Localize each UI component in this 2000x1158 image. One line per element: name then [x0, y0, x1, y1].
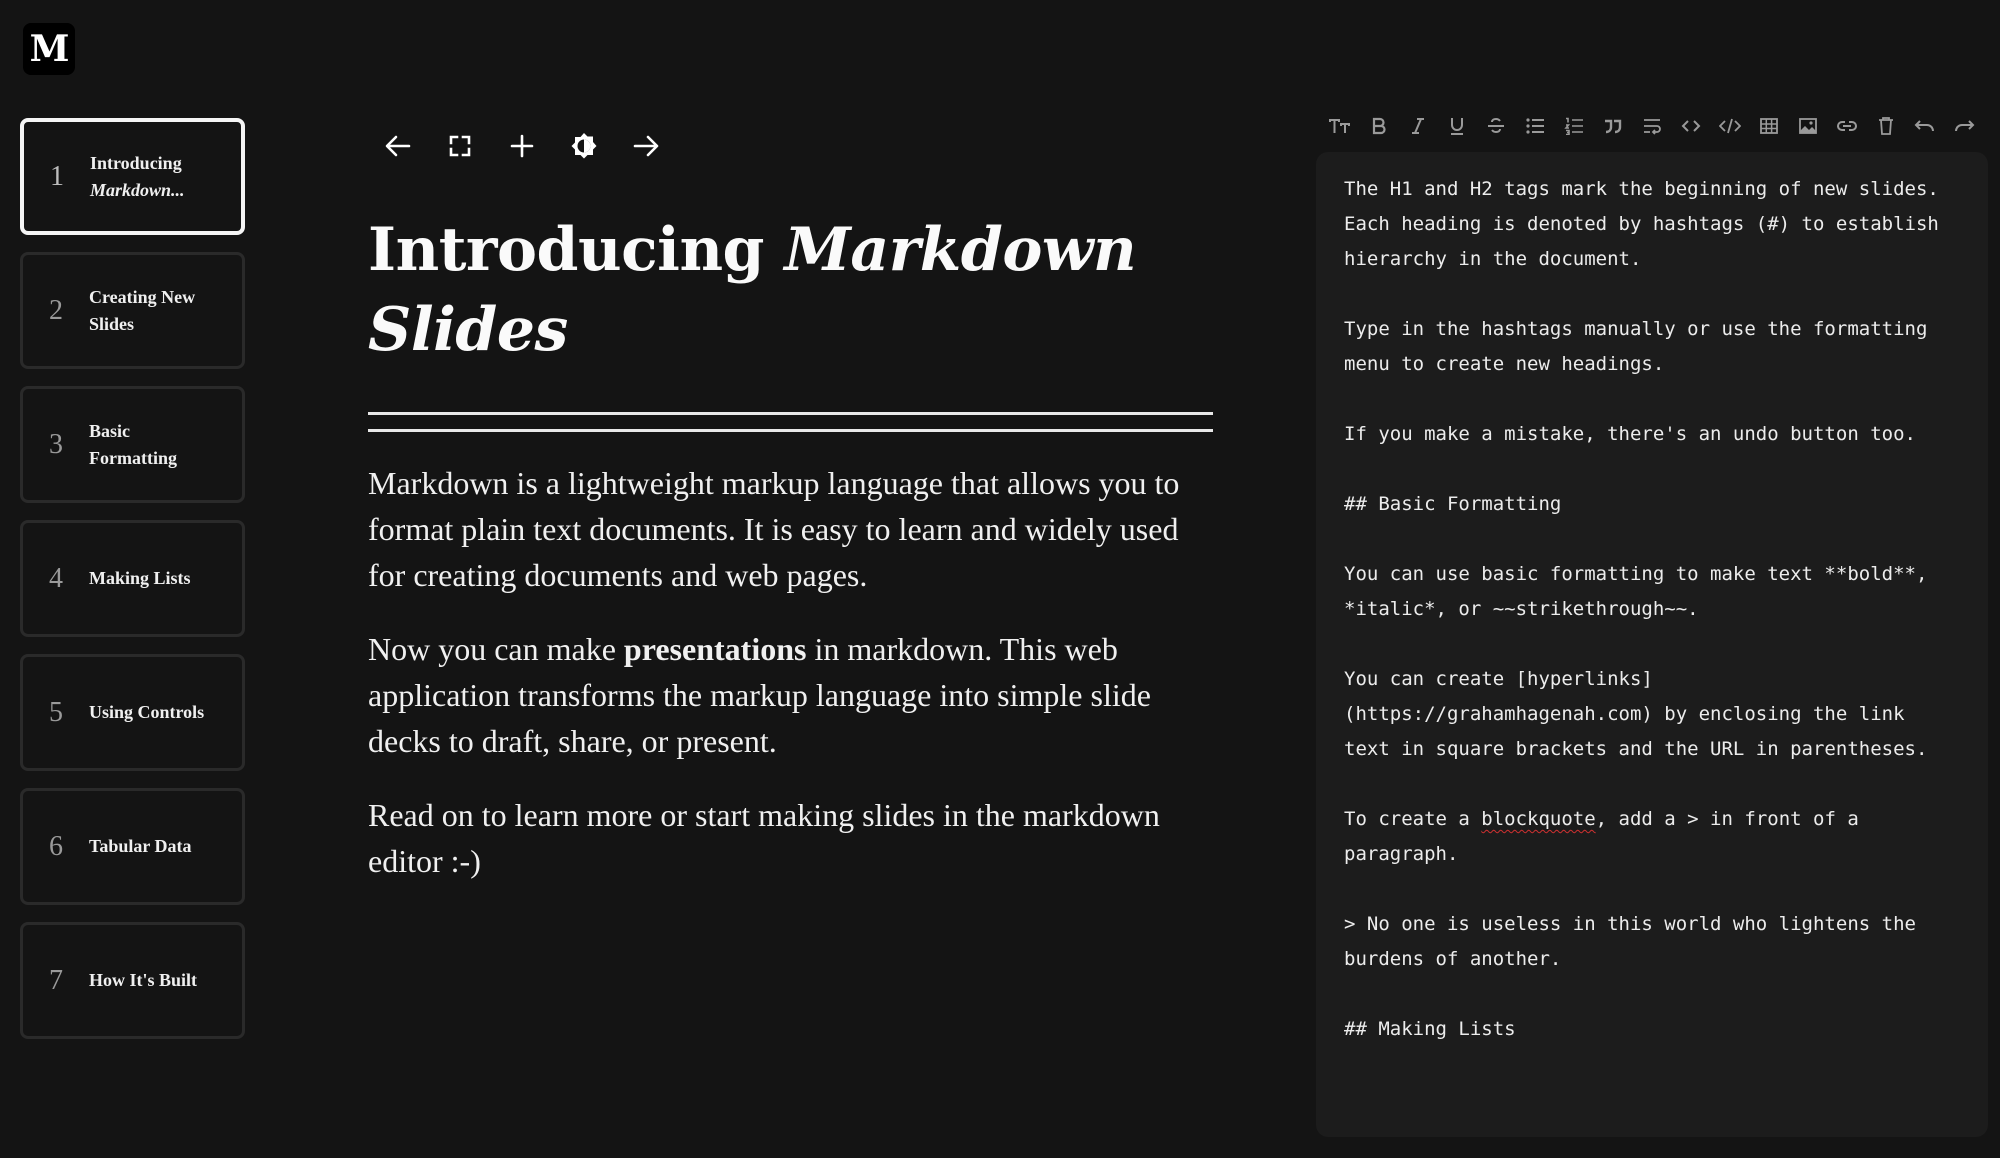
slide-thumb-6[interactable] — [20, 788, 245, 905]
table-icon — [1759, 117, 1779, 135]
slide-paragraph-3: Read on to learn more or start making slides in the markdown editor :-) — [368, 797, 1160, 879]
redo-icon — [1953, 118, 1975, 134]
italic-icon — [1410, 117, 1426, 135]
editor-content[interactable]: The H1 and H2 tags mark the beginning of new slides. Each heading is denoted by hashtags (#) to establish hierarchy in the document. Type in the hashtags manually or use the formatting menu to create new headings. If you make a mistake, there's an undo button too. ## Basic Formatting You can use basic formatting to make text **bold**, *italic*, or ~~strikethrough~~. You can create [hyperlinks](https://grahamhagenah.com) by enclosing the link text in square brackets and the URL in parentheses. To create a blockquote, add a > in front of a paragraph. > No one is useless in this world who lightens the burdens of another. ## Making Lists — [1344, 178, 1939, 1040]
code-button[interactable] — [1677, 112, 1705, 140]
slide-thumb-2[interactable] — [20, 252, 245, 369]
code-block-button[interactable] — [1716, 112, 1744, 140]
double-rule-divider — [368, 412, 1213, 432]
plus-icon — [510, 134, 534, 158]
link-icon — [1836, 118, 1858, 134]
slide-title: Tabular Data — [89, 836, 192, 856]
heading-icon — [1329, 117, 1351, 135]
fullscreen-button[interactable] — [442, 126, 478, 166]
redo-button[interactable] — [1950, 112, 1978, 140]
next-slide-button[interactable] — [628, 126, 664, 166]
numbered-list-button[interactable] — [1560, 112, 1588, 140]
spellcheck-word: blockquote — [1481, 808, 1596, 830]
bulleted-list-icon — [1525, 117, 1545, 135]
slide-paragraph-1: Markdown is a lightweight markup language that allows you to format plain text documents. It is easy to learn and widely used for creating documents and web pages. — [368, 465, 1180, 593]
wrap-button[interactable] — [1638, 112, 1666, 140]
slide-thumb-3[interactable] — [20, 386, 245, 503]
markdown-editor[interactable] — [1316, 152, 1988, 1137]
code-block-icon — [1719, 117, 1741, 135]
arrow-left-icon — [385, 134, 411, 158]
quote-icon — [1604, 118, 1622, 134]
strikethrough-button[interactable] — [1482, 112, 1510, 140]
previous-slide-button[interactable] — [380, 126, 416, 166]
underline-icon — [1448, 116, 1466, 136]
italic-button[interactable] — [1404, 112, 1432, 140]
slide-thumb-4[interactable] — [20, 520, 245, 637]
code-icon — [1681, 118, 1701, 134]
underline-button[interactable] — [1443, 112, 1471, 140]
bold-button[interactable] — [1365, 112, 1393, 140]
contrast-icon — [569, 131, 599, 161]
undo-button[interactable] — [1911, 112, 1939, 140]
slide-list — [20, 118, 245, 1056]
slide-number: 1 — [50, 160, 64, 192]
slide-preview — [368, 210, 1213, 884]
image-button[interactable] — [1794, 112, 1822, 140]
slide-title: Using Controls — [89, 702, 205, 722]
fullscreen-icon — [449, 135, 471, 157]
add-slide-button[interactable] — [504, 126, 540, 166]
slide-title: How It's Built — [89, 970, 198, 990]
editor-toolbar — [1326, 112, 1978, 140]
slide-thumb-5[interactable] — [20, 654, 245, 771]
delete-icon — [1877, 116, 1895, 136]
numbered-list-icon — [1564, 117, 1584, 135]
slide-title: Making Lists — [89, 568, 191, 588]
image-icon — [1798, 117, 1818, 135]
slide-heading: Introducing Markdown Slides — [368, 215, 1137, 365]
app-logo[interactable]: M — [23, 23, 75, 75]
delete-button[interactable] — [1872, 112, 1900, 140]
slide-thumb-7[interactable] — [20, 922, 245, 1039]
heading-button[interactable] — [1326, 112, 1354, 140]
slide-title: Introducing Markdown... — [90, 152, 185, 200]
slide-thumb-1[interactable] — [20, 118, 245, 235]
link-button[interactable] — [1833, 112, 1861, 140]
bulleted-list-button[interactable] — [1521, 112, 1549, 140]
bold-icon — [1371, 117, 1387, 135]
arrow-right-icon — [633, 134, 659, 158]
theme-toggle-button[interactable] — [566, 126, 602, 166]
wrap-icon — [1642, 117, 1662, 135]
undo-icon — [1914, 118, 1936, 134]
table-button[interactable] — [1755, 112, 1783, 140]
strikethrough-icon — [1486, 117, 1506, 135]
slide-number: 3 — [49, 428, 63, 460]
slide-number: 4 — [49, 562, 63, 594]
slide-title: Basic Formatting — [89, 420, 177, 468]
slide-number: 2 — [49, 294, 63, 326]
slide-paragraph-2: Now you can make presentations in markdown. This web application transforms the markup language into simple slide decks to draft, share, or present. — [368, 631, 1151, 759]
slide-controls — [380, 126, 664, 166]
quote-button[interactable] — [1599, 112, 1627, 140]
slide-title: Creating New Slides — [89, 286, 196, 334]
slide-number: 6 — [49, 830, 63, 862]
slide-number: 7 — [49, 964, 63, 996]
slide-number: 5 — [49, 696, 63, 728]
